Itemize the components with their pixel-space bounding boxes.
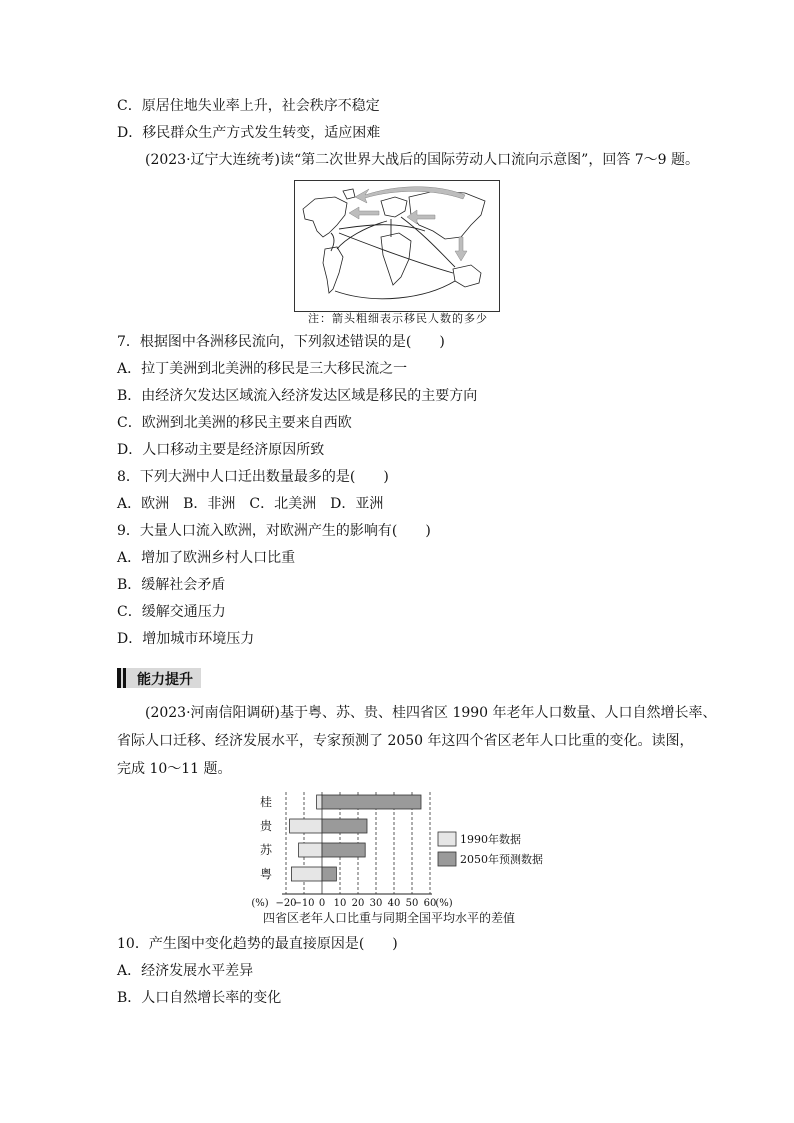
australia-shape — [453, 265, 481, 287]
option-9b: B．缓解社会矛盾 — [117, 577, 226, 593]
option-7a: A．拉丁美洲到北美洲的移民是三大移民流之一 — [117, 361, 408, 377]
intro-question-10-11-a: (2023·河南信阳调研)基于粤、苏、贵、桂四省区 1990 年老年人口数量、人口自然增长率、 — [145, 705, 717, 721]
option-10b: B．人口自然增长率的变化 — [117, 990, 282, 1006]
x-tick-label: (%) — [251, 898, 269, 908]
category-label-0: 桂 — [259, 795, 272, 809]
south-america-shape — [323, 247, 343, 293]
bar-2050-2 — [322, 843, 365, 857]
x-tick-label: 30 — [369, 898, 383, 908]
africa-shape — [381, 233, 411, 285]
option-9d: D．增加城市环境压力 — [117, 631, 255, 647]
greenland-shape — [343, 189, 355, 199]
legend-swatch-1 — [438, 852, 456, 866]
bar-1990-2 — [299, 843, 322, 857]
arrow-europe-to-north-america — [349, 207, 379, 219]
option-9a: A．增加了欧洲乡村人口比重 — [117, 550, 296, 566]
bar-2050-1 — [322, 819, 367, 833]
legend-swatch-0 — [438, 832, 456, 846]
section-badge — [117, 668, 201, 688]
x-tick-label: −20 — [275, 898, 297, 908]
bar-1990-0 — [317, 795, 322, 809]
x-tick-label: 20 — [351, 898, 365, 908]
option-7d: D．人口移动主要是经济原因所致 — [117, 442, 325, 458]
x-tick-label: 50 — [405, 898, 419, 908]
question-9: 9．大量人口流入欧洲，对欧洲产生的影响有( ) — [117, 523, 431, 539]
option-9c: C．缓解交通压力 — [117, 604, 226, 620]
category-label-1: 贵 — [259, 819, 272, 833]
legend-label-0: 1990年数据 — [460, 833, 521, 846]
question-8: 8．下列大洲中人口迁出数量最多的是( ) — [117, 469, 389, 485]
x-tick-label: 10 — [333, 898, 347, 908]
intro-question-10-11-c: 完成 10～11 题。 — [117, 761, 232, 777]
question-7: 7．根据图中各洲移民流向，下列叙述错误的是( ) — [117, 334, 445, 350]
north-america-shape — [303, 197, 347, 237]
intro-question-10-11-b: 省际人口迁移、经济发展水平，专家预测了 2050 年这四个省区老年人口比重的变化。读图， — [117, 733, 694, 749]
intro-question-7-9: (2023·辽宁大连统考)读“第二次世界大战后的国际劳动人口流向示意图”，回答 7～9 题。 — [145, 152, 700, 168]
option-d-prev: D．移民群众生产方式发生转变，适应困难 — [117, 125, 381, 141]
bar-2050-0 — [322, 795, 421, 809]
elderly-ratio-chart — [248, 788, 558, 908]
arrow-asia-to-australia — [455, 237, 467, 261]
legend-label-1: 2050年预测数据 — [460, 853, 543, 866]
migration-map — [294, 180, 500, 312]
europe-shape — [381, 197, 407, 217]
bar-2050-3 — [322, 867, 336, 881]
chart-title: 四省区老年人口比重与同期全国平均水平的差值 — [263, 911, 516, 925]
x-tick-label: 0 — [318, 898, 326, 908]
x-tick-label: 40 — [387, 898, 401, 908]
map-caption: 注：箭头粗细表示移民人数的多少 — [308, 312, 488, 325]
arrow-south-america-to-australia — [335, 281, 455, 299]
question-10: 10．产生图中变化趋势的最直接原因是( ) — [117, 936, 398, 952]
option-7c: C．欧洲到北美洲的移民主要来自西欧 — [117, 415, 352, 431]
x-tick-label: (%) — [435, 898, 453, 908]
option-10a: A．经济发展水平差异 — [117, 963, 254, 979]
x-tick-label: −10 — [293, 898, 315, 908]
option-c-prev: C．原居住地失业率上升，社会秩序不稳定 — [117, 98, 380, 114]
bar-1990-1 — [290, 819, 322, 833]
section-badge-label: 能力提升 — [137, 672, 193, 688]
category-label-3: 粤 — [259, 867, 272, 881]
x-tick-label: 60 — [423, 898, 437, 908]
option-7b: B．由经济欠发达区域流入经济发达区域是移民的主要方向 — [117, 388, 478, 404]
category-label-2: 苏 — [259, 843, 272, 857]
bar-1990-3 — [291, 867, 322, 881]
world-map-svg — [295, 181, 499, 311]
options-8: A．欧洲 B．非洲 C．北美洲 D．亚洲 — [117, 496, 384, 512]
